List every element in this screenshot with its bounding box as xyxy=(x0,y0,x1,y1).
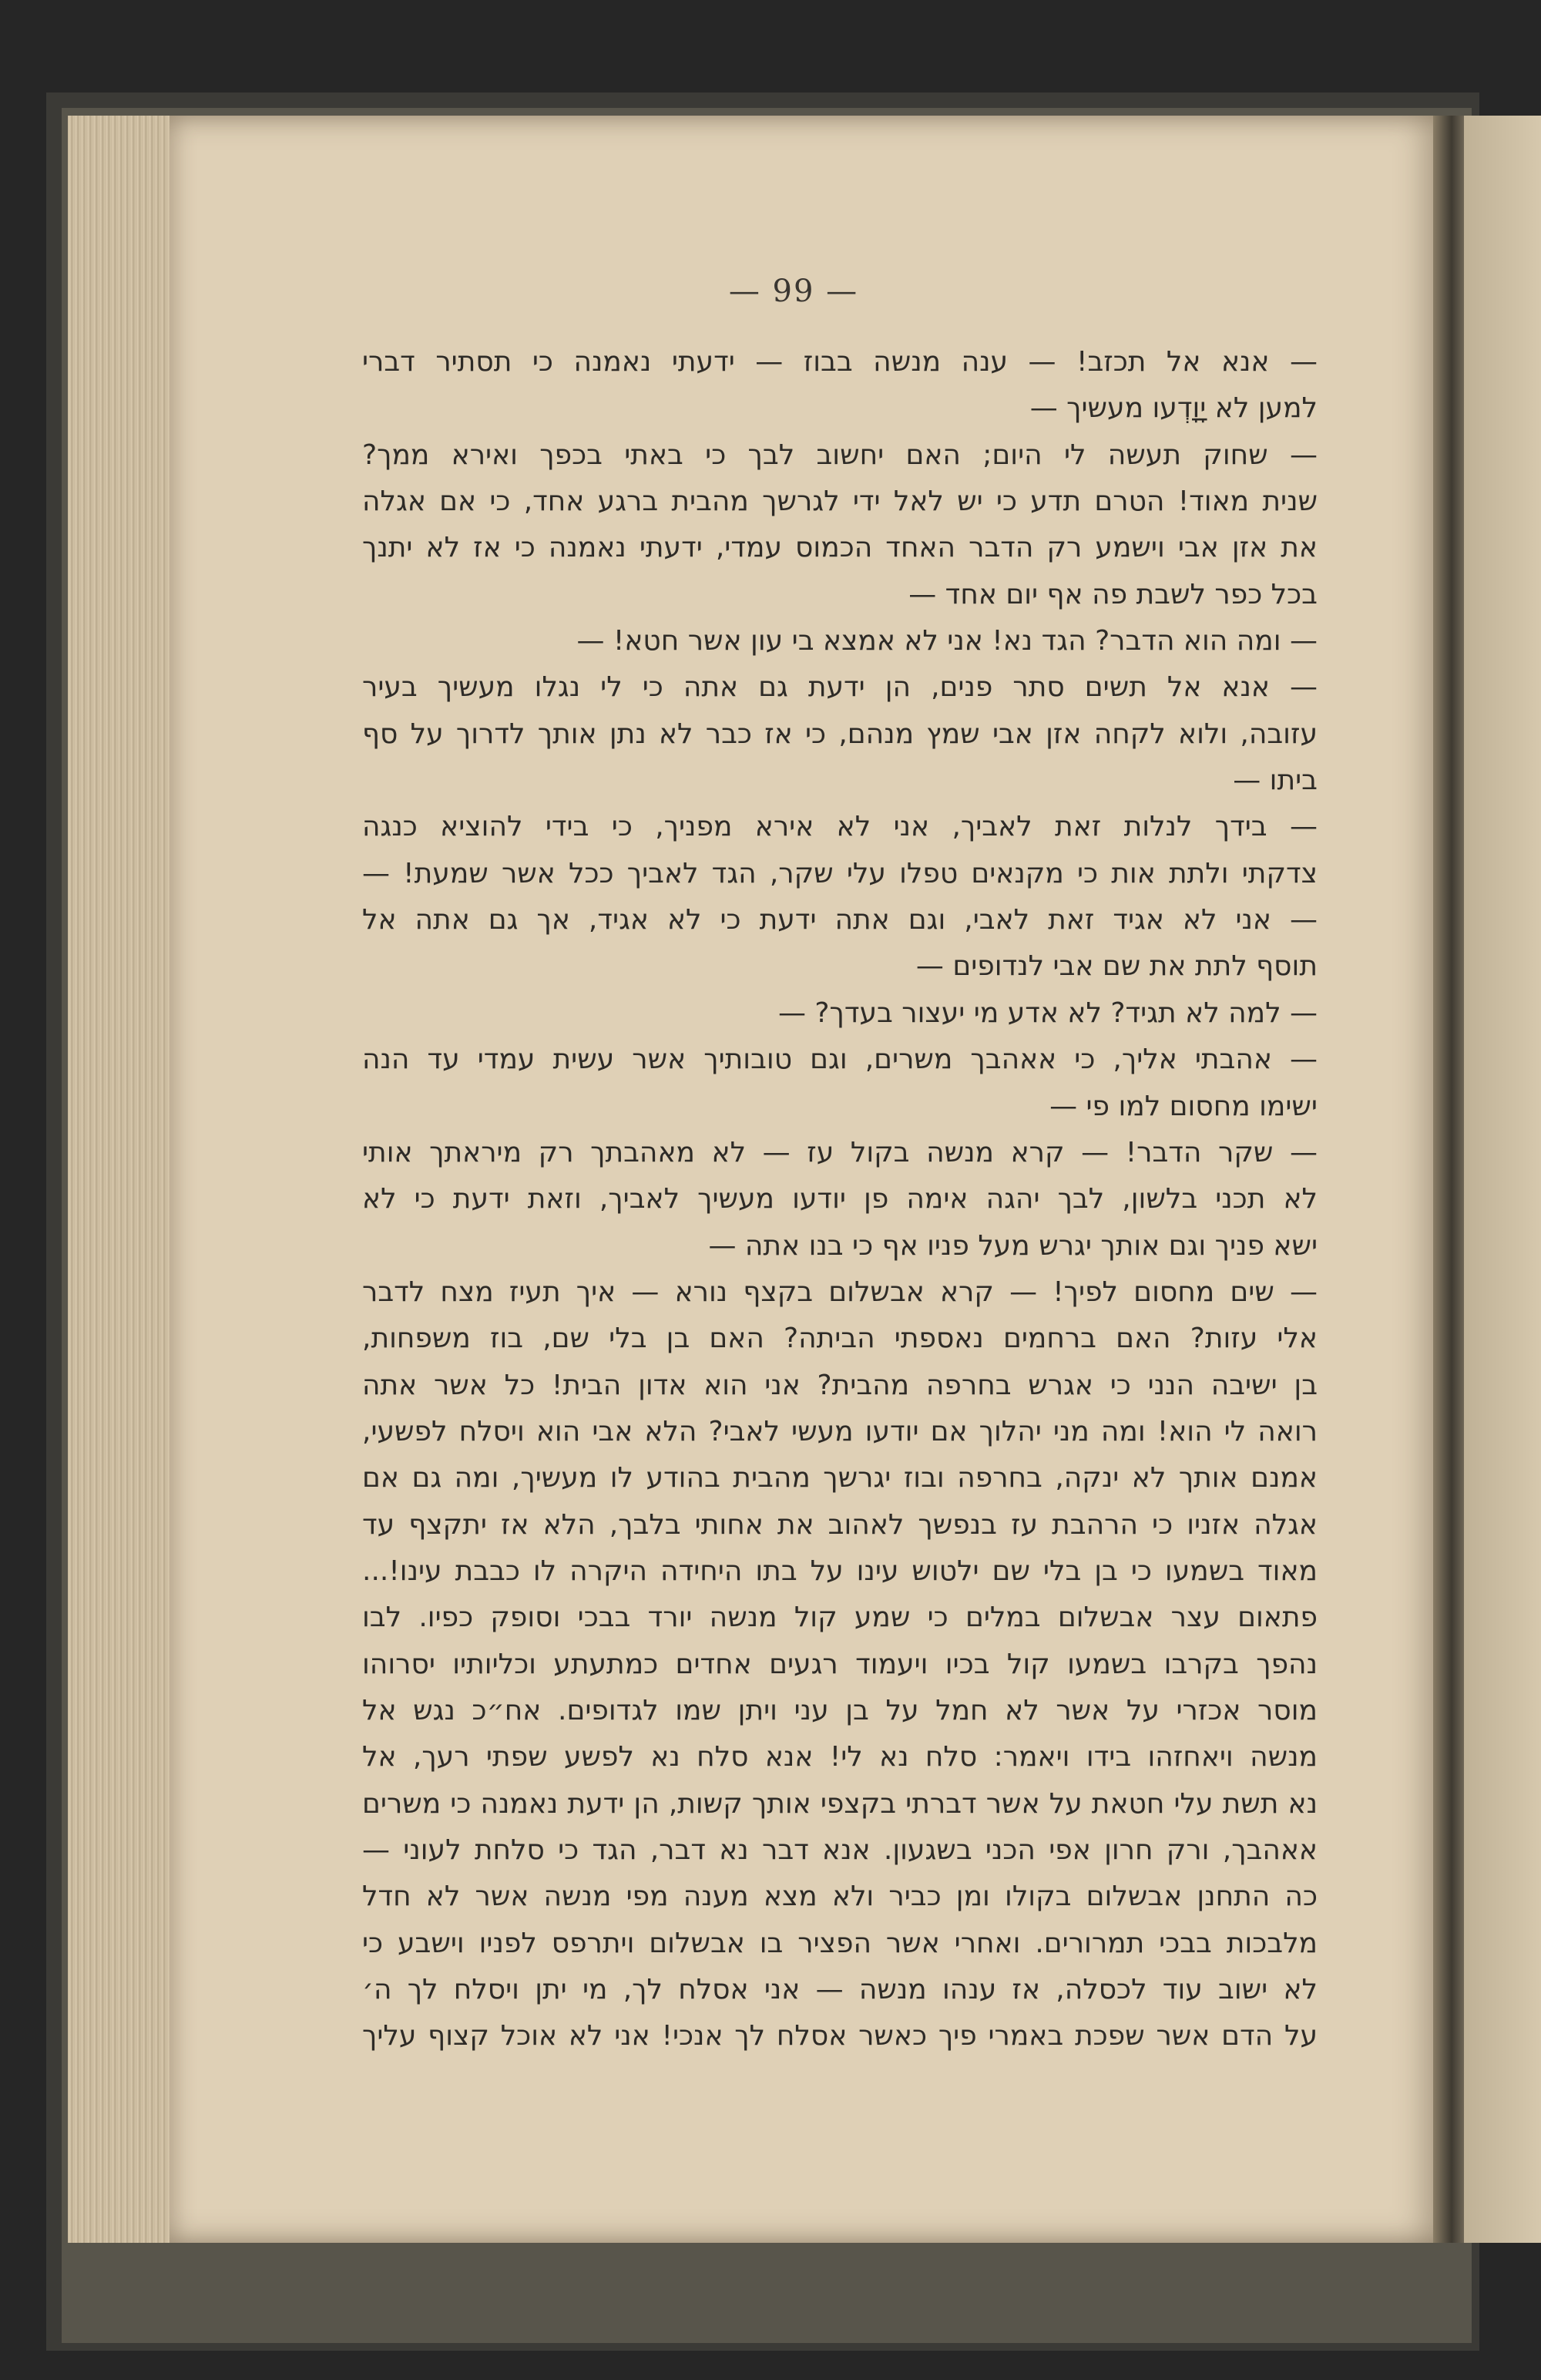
text-line: ישימו מחסום למו פי — xyxy=(1049,1090,1318,1122)
text-line: נהפך בקרבו בשמעו קול בכיו ויעמוד רגעים אחדים כמתעתע וכליותיו יסרוהו xyxy=(362,1648,1318,1680)
text-line: מנשה ויאחזהו בידו ויאמר: סלח נא לי! אנא סלח נא לפשע שפתי רעך, אל xyxy=(362,1741,1318,1773)
text-line: — למה לא תגיד? לא אדע מי יעצור בעדך? — xyxy=(777,997,1318,1029)
text-line: מאוד בשמעו כי בן בלי שם ילטוש עינו על בתו היחידה היקרה לו כבבת עינו!... xyxy=(362,1555,1318,1587)
text-line: מוסר אכזרי על אשר לא חמל על בן עני ויתן שמו לגדופים. אח״כ נגש אל xyxy=(362,1694,1318,1726)
text-line: אמנם אותך לא ינקה, בחרפה ובוז יגרשך מהבית בהודע לו מעשיך, ומה גם אם xyxy=(362,1462,1318,1494)
text-line: את אזן אבי וישמע רק הדבר האחד הכמוס עמדי, ידעתי נאמנה כי אז לא יתנך xyxy=(362,532,1318,564)
text-line: — אני לא אגיד זאת לאבי, וגם אתה ידעת כי לא אגיד, אך גם אתה אל xyxy=(362,904,1318,936)
text-line: צדקתי ולתת אות כי מקנאים טפלו עלי שקר, הגד לאביך ככל אשר שמעת! — xyxy=(362,857,1318,889)
text-line: בכל כפר לשבת פה אף יום אחד — xyxy=(908,578,1318,610)
text-line: ישא פניך וגם אותך יגרש מעל פניו אף כי בנו אתה — xyxy=(708,1229,1318,1262)
text-line: — ומה הוא הדבר? הגד נא! אני לא אמצא בי עון אשר חטא! — xyxy=(576,625,1318,657)
text-line: לא ישוב עוד לכסלה, אז ענהו מנשה — אני אסלח לך, מי יתן ויסלח לך ה׳ xyxy=(362,1974,1318,2006)
text-line: אלי עזות? האם ברחמים נאספתי הביתה? האם בן בלי שם, בוז משפחות, xyxy=(362,1323,1318,1355)
text-line: אאהבך, ורק חרון אפי הכני בשגעון. אנא דבר נא דבר, הגד כי סלחת לעוני — xyxy=(362,1834,1318,1866)
text-line: — שקר הדבר! — קרא מנשה בקול עז — לא מאהבתך רק מיראתך אותי xyxy=(362,1136,1318,1168)
text-line: עזובה, ולוא לקחה אזן אבי שמץ מנהם, כי אז כבר לא נתן אותך לדרוך על סף xyxy=(362,718,1318,750)
text-line: למען לא יָוָדְעו מעשיך — xyxy=(1029,392,1318,425)
text-line: רואה לי הוא! ומה מני יהלוך אם יודעו מעשי לאבי? הלא אבי הוא ויסלח לפשעי, xyxy=(362,1415,1318,1447)
text-line: תוסף לתת את שם אבי לנדופים — xyxy=(915,950,1318,983)
text-line: שנית מאוד! הטרם תדע כי יש לאל ידי לגרשך מהבית ברגע אחד, כי אם אגלה xyxy=(362,486,1318,518)
body-text xyxy=(362,339,1318,2060)
text-line: לא תכני בלשון, לבך יהגה אימה פן יודעו מעשיך לאביך, וזאת ידעת כי לא xyxy=(362,1183,1318,1215)
text-line: — אנא אל תשים סתר פנים, הן ידעת גם אתה כי לי נגלו מעשיך בעיר xyxy=(362,671,1318,704)
text-line: — אהבתי אליך, כי אאהבך משרים, וגם טובותיך אשר עשית עמדי עד הנה xyxy=(362,1044,1318,1076)
text-line: — שים מחסום לפיך! — קרא אבשלום בקצף נורא — איך תעיז מצח לדבר xyxy=(362,1276,1318,1308)
text-line: מלבכות בבכי תמרורים. ואחרי אשר הפציר בו אבשלום ויתרפס לפניו וישבע כי xyxy=(362,1927,1318,1959)
text-line: ביתו — xyxy=(1233,765,1318,797)
text-line: — בידך לנלות זאת לאביך, אני לא אירא מפניך, כי בידי להוציא כנגה xyxy=(362,811,1318,843)
text-line: כה התחנן אבשלום בקולו ומן כביר ולא מצא מענה מפי מנשה אשר לא חדל xyxy=(362,1881,1318,1913)
text-line: — אנא אל תכזב! — ענה מנשה בבוז — ידעתי נאמנה כי תסתיר דברי xyxy=(362,346,1318,378)
text-line: על הדם אשר שפכת באמרי פיך כאשר אסלח לך אנכי! אני לא אוכל קצוף עליך xyxy=(362,2020,1318,2052)
page-edges xyxy=(68,116,176,2243)
page-number: — 99 — xyxy=(728,274,859,309)
facing-page-edge xyxy=(1464,116,1541,2243)
text-line: נא תשת עלי חטאת על אשר דברתי בקצפי אותך קשות, הן ידעת נאמנה כי משרים xyxy=(362,1787,1318,1820)
text-line: בן ישיבה הנני כי אגרש בחרפה מהבית? אני הוא אדון הבית! כל אשר אתה xyxy=(362,1369,1318,1401)
text-line: פתאום עצר אבשלום במלים כי שמע קול מנשה יורד בבכי וסופק כפיו. לבו xyxy=(362,1602,1318,1634)
book-gutter xyxy=(1433,116,1464,2243)
text-line: — שחוק תעשה לי היום; האם יחשוב לבך כי באתי בכפך ואירא ממך? xyxy=(362,439,1318,471)
text-line: אגלה אזניו כי הרהבת עז בנפשך לאהוב את אחותי בלבך, הלא אז יתקצף עד xyxy=(362,1508,1318,1541)
